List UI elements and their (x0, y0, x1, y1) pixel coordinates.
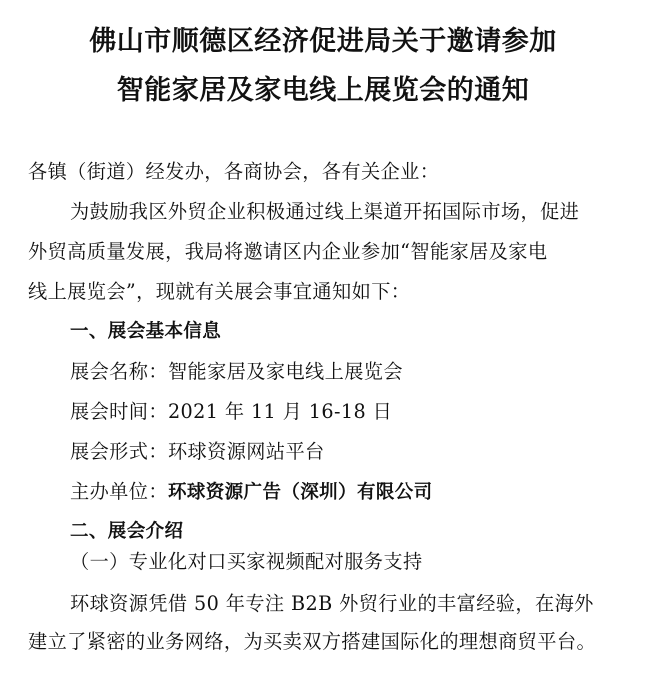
section-1-heading: 一、展会基本信息 (70, 321, 222, 342)
info-row-name (70, 358, 646, 386)
info-label: 展会时间： (70, 400, 168, 423)
body-paragraph-line-1: 环球资源凭借 50 年专注 B2B 外贸行业的丰富经验，在海外 (70, 592, 594, 615)
info-row-organizer (70, 478, 646, 507)
body-paragraph-line-2: 建立了紧密的业务网络，为买卖双方搭建国际化的理想商贸平台。 (28, 630, 597, 653)
document-title-line-1: 佛山市顺德区经济促进局关于邀请参加 (89, 26, 557, 57)
info-label: 主办单位： (70, 480, 168, 503)
intro-paragraph-line-1: 为鼓励我区外贸企业积极通过线上渠道开拓国际市场，促进 (70, 200, 580, 223)
document-title-line-2: 智能家居及家电线上展览会的通知 (116, 75, 530, 106)
intro-paragraph-line-2: 外贸高质量发展，我局将邀请区内企业参加“智能家居及家电 (28, 240, 548, 263)
section-2-heading: 二、展会介绍 (70, 521, 184, 542)
info-label: 展会形式： (70, 440, 168, 463)
info-row-time (70, 398, 646, 426)
info-row-format (70, 438, 646, 466)
info-label: 展会名称： (70, 360, 168, 383)
salutation: 各镇（街道）经发办，各商协会，各有关企业： (28, 160, 440, 183)
info-value: 环球资源广告（深圳）有限公司 (167, 482, 433, 503)
subsection-1-heading: （一）专业化对口买家视频配对服务支持 (70, 550, 423, 573)
info-value: 环球资源网站平台 (167, 440, 325, 463)
info-value: 智能家居及家电线上展览会 (167, 360, 403, 383)
intro-paragraph-line-3: 线上展览会”，现就有关展会事宜通知如下： (28, 280, 411, 303)
info-value: 2021 年 11 月 16-18 日 (167, 400, 393, 423)
